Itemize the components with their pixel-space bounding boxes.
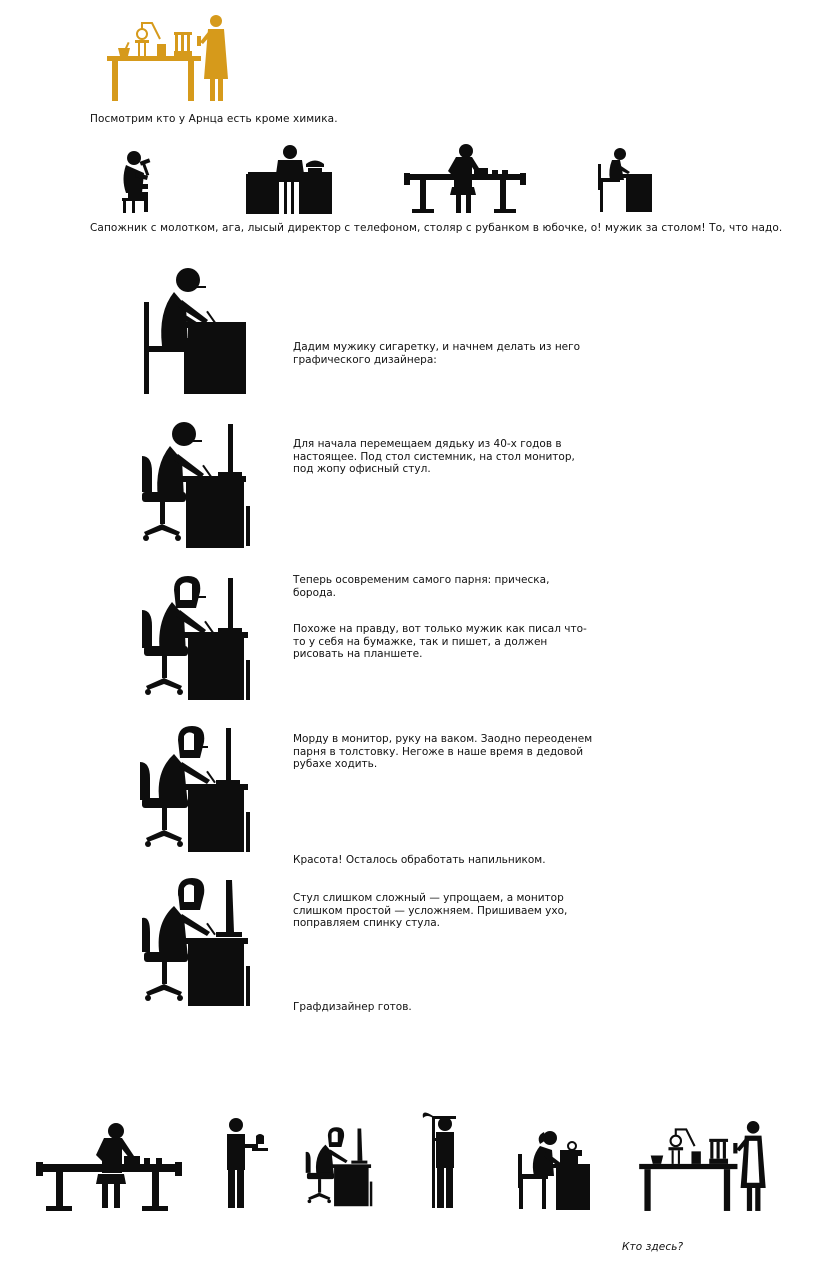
step3-bearded-designer-pictogram [136, 576, 256, 702]
step-text: Стул слишком сложный — упрощаем, а монитор слишком простой — усложняем. Пришиваем ухо, поправляем спинку стула. [293, 892, 568, 929]
step2-office-designer-pictogram [134, 420, 254, 550]
step-text: Морду в монитор, руку на ваком. Заодно переоденем парня в толстовку. Негоже в наше время в дедовой рубахе ходить. [293, 733, 593, 770]
step-text: Для начала перемещаем дядьку из 40-х годов в настоящее. Под стол системник, на стол монитор, под жопу офисный стул. [293, 438, 575, 475]
chemist-pictogram-orange [104, 14, 234, 102]
waiter-pictogram [222, 1116, 270, 1210]
final-question: Кто здесь? [622, 1241, 684, 1253]
seamstress-pictogram [516, 1128, 592, 1210]
chemist-pictogram-bottom [634, 1120, 774, 1212]
step5-final-designer-pictogram [136, 878, 256, 1010]
carpenter-pictogram [404, 143, 526, 213]
step-text: Красота! Осталось обработать напильником. [293, 854, 546, 866]
desk-worker-pictogram [596, 146, 654, 214]
lineup-caption: Сапожник с молотком, ага, лысый директор с телефоном, столяр с рубанком в юбочке, о! мужик за столом! То, что надо. [90, 222, 783, 234]
director-pictogram [246, 144, 334, 214]
step-text: Теперь осовременим самого парня: прическа, борода. [293, 574, 550, 599]
designer-pictogram-bottom [302, 1126, 376, 1210]
carpenter-pictogram-bottom [36, 1122, 182, 1212]
reaper-pictogram [420, 1110, 468, 1210]
step-text: Графдизайнер готов. [293, 1001, 412, 1013]
step-text: Похоже на правду, вот только мужик как писал что-то у себя на бумажке, так и пишет, а должен рисовать на планшете. [293, 623, 587, 660]
step-text: Дадим мужику сигаретку, и начнем делать из него графического дизайнера: [293, 341, 581, 366]
intro-caption: Посмотрим кто у Арнца есть кроме химика. [90, 113, 338, 125]
step4-hoodie-designer-pictogram [136, 726, 256, 854]
step1-desk-man-pictogram [140, 266, 250, 394]
shoemaker-pictogram [118, 150, 160, 214]
